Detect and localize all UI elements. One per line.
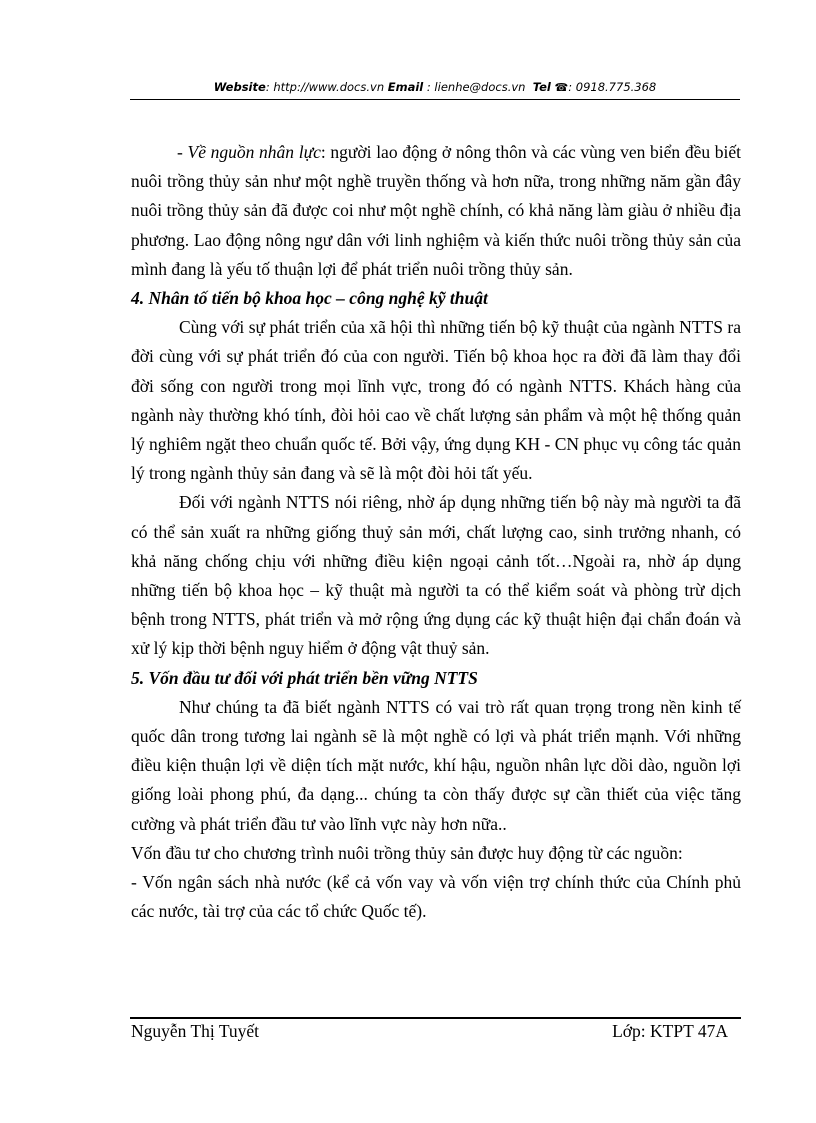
website-value: : http://www.docs.vn [265, 80, 385, 94]
tel-label: Tel [532, 80, 551, 94]
phone-icon: ☎ [554, 81, 569, 94]
paragraph-tech-progress: Cùng với sự phát triển của xã hội thì những tiến bộ kỹ thuật của ngành NTTS ra đời cùng với sự phát triển đó của con người. Tiến bộ khoa học ra đời đã làm thay đổi đời sống con người trong mọi lĩnh vực, trong đó có ngành NTTS. Khách hàng của ngành này thường khó tính, đòi hỏi cao về chất lượng sản phẩm và một hệ thống quản lý nghiêm ngặt theo chuẩn quốc tế. Bởi vậy, ứng dụng KH - CN phục vụ công tác quản lý trong ngành thủy sản đang và sẽ là một đòi hỏi tất yếu. [131, 317, 741, 484]
footer-author: Nguyễn Thị Tuyết [131, 1021, 260, 1041]
tel-value: : 0918.775.368 [568, 80, 657, 94]
document-body [131, 138, 741, 926]
footer-class: Lớp: KTPT 47A [612, 1021, 728, 1041]
page-header [130, 80, 740, 94]
paragraph-investment-role: Như chúng ta đã biết ngành NTTS có vai trò rất quan trọng trong nền kinh tế quốc dân trong tương lai ngành sẽ là một nghề có lợi và phát triển mạnh. Với những điều kiện thuận lợi về diện tích mặt nước, khí hậu, nguồn nhân lực dồi dào, nguồn lợi giống loài phong phú, đa dạng... chúng ta còn thấy được sự cần thiết của việc tăng cường và phát triển đầu tư vào lĩnh vực này hơn nữa.. [131, 696, 741, 834]
header-divider [130, 99, 740, 100]
email-label: Email [387, 80, 424, 94]
paragraph-funding-sources: Vốn đầu tư cho chương trình nuôi trồng thủy sản được huy động từ các nguồn: [131, 842, 683, 863]
p1-rest: : người lao động ở nông thôn và các vùng ven biển đều biết nuôi trồng thủy sản như một nghề truyền thống và hơn nữa, trong những năm gần đây nuôi trồng thủy sản đã được coi như một nghề chính, có khả năng làm giàu ở nhiều địa phương. Lao động nông ngư dân với linh nghiệm và kiến thức nuôi trồng thủy sản của mình đang là yếu tố thuận lợi để phát triển nuôi trồng thủy sản. [131, 142, 741, 279]
paragraph-state-budget: - Vốn ngân sách nhà nước (kể cả vốn vay và vốn viện trợ chính thức của Chính phủ các nước, tài trợ của các tổ chức Quốc tế). [131, 872, 741, 922]
paragraph-ntts-applications: Đối với ngành NTTS nói riêng, nhờ áp dụng những tiến bộ này mà người ta đã có thể sản xuất ra những giống thuỷ sản mới, chất lượng cao, sinh trưởng nhanh, có khả năng chống chịu với những điều kiện ngoại cảnh tốt…Ngoài ra, nhờ áp dụng những tiến bộ khoa học – kỹ thuật mà người ta có thể kiểm soát và phòng trừ dịch bệnh trong NTTS, phát triển và mở rộng ứng dụng các kỹ thuật hiện đại chẩn đoán và xử lý kịp thời bệnh nguy hiểm ở động vật thuỷ sản. [131, 492, 741, 659]
email-value: : lienhe@docs.vn [423, 80, 526, 94]
website-label: Website [213, 80, 266, 94]
section-heading-5: 5. Vốn đầu tư đối với phát triển bền vững NTTS [131, 667, 478, 688]
section-heading-4: 4. Nhân tố tiến bộ khoa học – công nghệ kỹ thuật [131, 288, 488, 309]
footer-divider [130, 1017, 741, 1019]
page-footer [131, 1021, 728, 1042]
p1-lead: - [177, 142, 188, 162]
p1-italic-term: Về nguồn nhân lực [187, 142, 321, 162]
paragraph-human-resources [131, 138, 741, 284]
